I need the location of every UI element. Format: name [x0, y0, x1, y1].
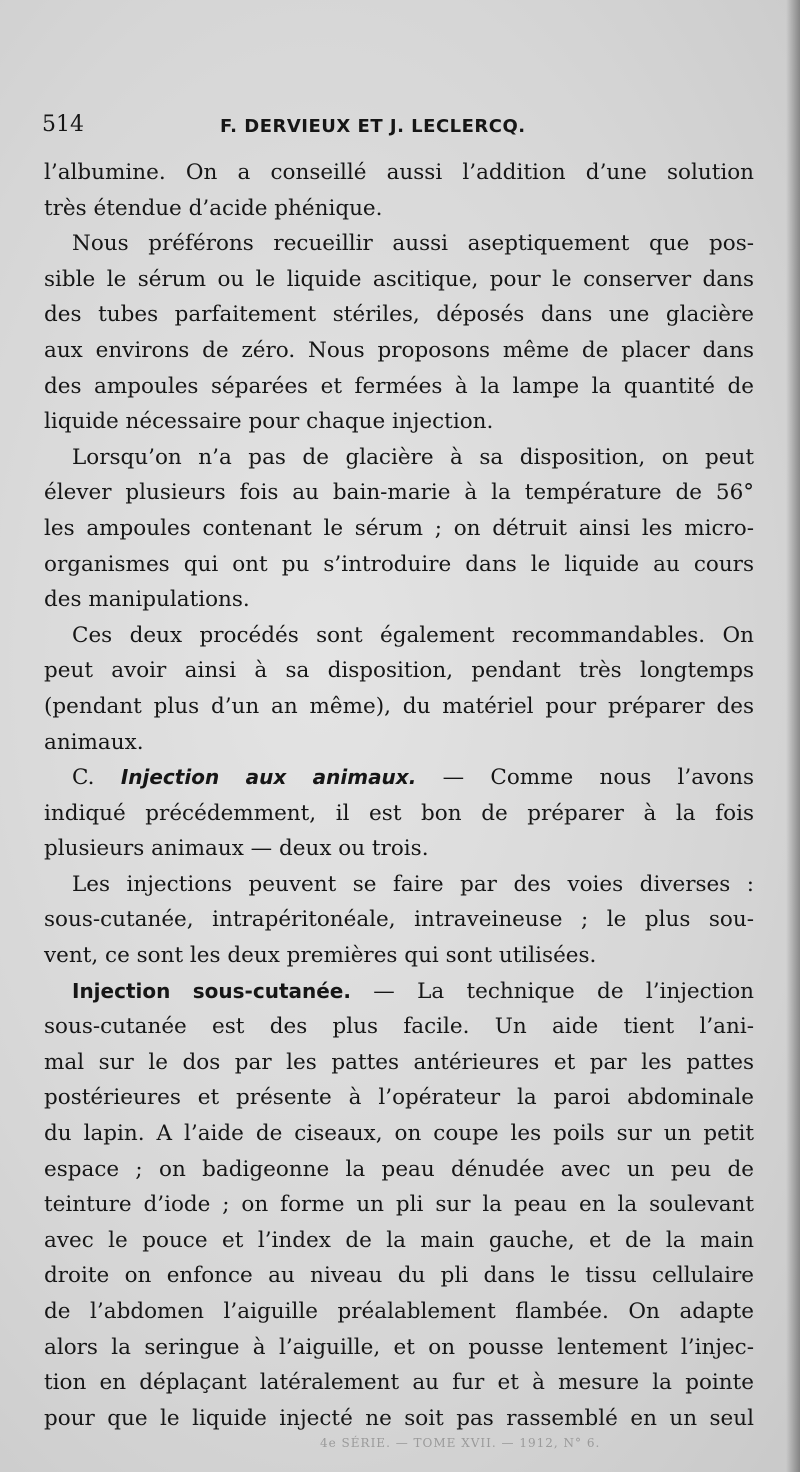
text-line: peut avoir ainsi à sa disposition, pendant très longtemps — [44, 658, 754, 684]
text-line: des manipulations. — [44, 587, 250, 613]
text-line: liquide nécessaire pour chaque injection. — [44, 409, 494, 435]
page-footer: 4e SÉRIE. — TOME XVII. — 1912, N° 6. — [320, 1436, 601, 1450]
section-title-rest: — Comme nous l’avons — [416, 765, 755, 791]
text-line: des ampoules séparées et fermées à la lampe la quantité de — [44, 373, 754, 399]
text-line: les ampoules contenant le sérum ; on détruit ainsi les micro- — [44, 515, 754, 541]
running-head: F. DERVIEUX ET J. LECLERCQ. — [220, 116, 526, 137]
text-line: du lapin. A l’aide de ciseaux, on coupe les poils sur un petit — [44, 1121, 754, 1147]
text-line: plusieurs animaux — deux ou trois. — [44, 836, 429, 862]
subsection-title: Injection sous-cutanée. — [72, 978, 351, 1003]
text-line: sous-cutanée est des plus facile. Un aide tient l’ani- — [44, 1014, 754, 1040]
text-line: organismes qui ont pu s’introduire dans le liquide au cours — [44, 551, 754, 577]
text-line: mal sur le dos par les pattes antérieures et par les pattes — [44, 1049, 754, 1075]
text-line: des tubes parfaitement stériles, déposés dans une glacière — [44, 302, 754, 328]
text-line: teinture d’iode ; on forme un pli sur la peau en la soulevant — [44, 1192, 754, 1218]
text-line: droite on enfonce au niveau du pli dans le tissu cellulaire — [44, 1263, 754, 1289]
text-line: animaux. — [44, 729, 144, 755]
subsection-title-rest: — La technique de l’injection — [350, 978, 755, 1004]
text-line: vent, ce sont les deux premières qui sont utilisées. — [44, 943, 597, 969]
text-line: Lorsqu’on n’a pas de glacière à sa disposition, on peut — [72, 444, 754, 470]
text-line: (pendant plus d’un an même), du matériel pour préparer des — [44, 693, 754, 719]
text-line: Les injections peuvent se faire par des voies diverses : — [72, 871, 754, 897]
text-line: Ces deux procédés sont également recommandables. On — [72, 622, 754, 648]
text-line: postérieures et présente à l’opérateur la paroi abdominale — [44, 1085, 754, 1111]
page-number: 514 — [42, 112, 84, 137]
text-line: sous-cutanée, intrapéritonéale, intraveineuse ; le plus sou- — [44, 907, 754, 933]
page-header — [40, 112, 760, 142]
text-line: Nous préférons recueillir aussi aseptiquement que pos- — [72, 231, 754, 257]
text-line: aux environs de zéro. Nous proposons même de placer dans — [44, 337, 754, 363]
text-line: alors la seringue à l’aiguille, et on pousse lentement l’injec- — [44, 1334, 754, 1360]
text-line: de l’abdomen l’aiguille préalablement flambée. On adapte — [44, 1299, 754, 1324]
text-line: sible le sérum ou le liquide ascitique, pour le conserver dans — [44, 266, 754, 292]
text-line: espace ; on badigeonne la peau dénudée avec un peu de — [44, 1156, 754, 1182]
text-line: pour que le liquide injecté ne soit pas rassemblé en un seul — [44, 1405, 754, 1431]
body-text — [44, 155, 754, 1436]
section-title: Injection aux animaux. — [120, 765, 417, 790]
text-line: indiqué précédemment, il est bon de préparer à la fois — [44, 800, 754, 826]
text-line: très étendue d’acide phénique. — [44, 195, 383, 221]
subsection-heading — [44, 974, 754, 1010]
text-line: avec le pouce et l’index de la main gauche, et de la main — [44, 1227, 754, 1253]
text-line: élever plusieurs fois au bain-marie à la température de 56° — [44, 480, 754, 506]
section-label: C. — [72, 765, 95, 791]
text-line: l’albumine. On a conseillé aussi l’addition d’une solution — [44, 160, 754, 185]
section-heading-c — [44, 760, 754, 796]
text-line: tion en déplaçant latéralement au fur et à mesure la pointe — [44, 1370, 754, 1396]
